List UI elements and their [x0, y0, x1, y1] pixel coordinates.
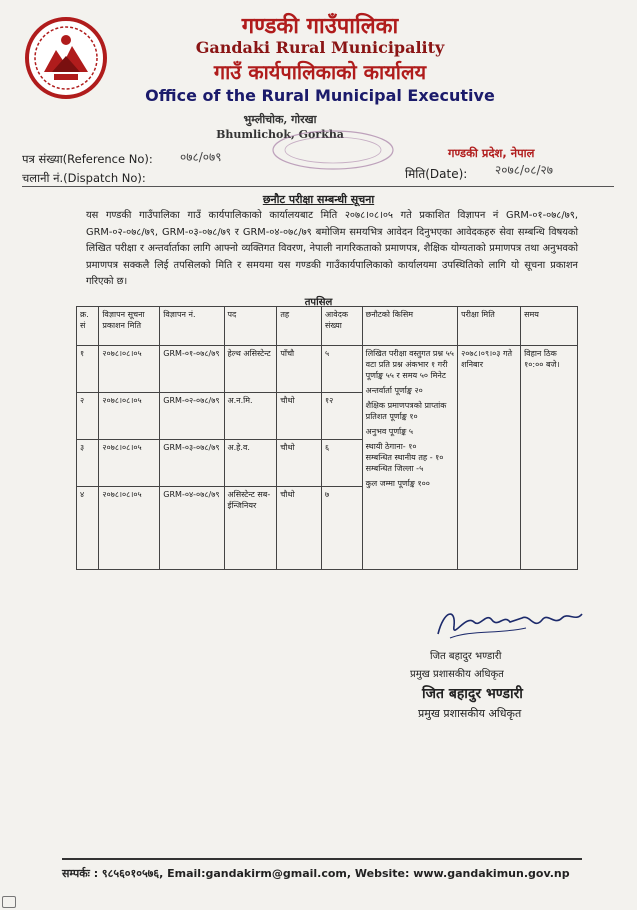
municipality-emblem-logo [24, 16, 108, 100]
cell-ad-date: २०७८।०८।०५ [99, 440, 160, 487]
cell-ad-date: २०७८।०८।०५ [99, 487, 160, 570]
cell-ad-no: GRM-०४-०७८/७९ [160, 487, 224, 570]
office-stamp [268, 128, 398, 172]
place-nepali: भुम्लीचोक, गोरखा [243, 113, 317, 126]
scanner-watermark-icon [2, 896, 16, 908]
header-selection-type: छनौटको किसिम [362, 307, 457, 346]
office-name-english: Office of the Rural Municipal Executive [145, 86, 495, 105]
header-sn: क्र. सं [77, 307, 99, 346]
details-heading: तपसिल [304, 297, 333, 308]
cell-sn: ४ [77, 487, 99, 570]
cell-ad-no: GRM-०३-०७८/७९ [160, 440, 224, 487]
notice-subject: छनौट परीक्षा सम्बन्धी सूचना [262, 193, 375, 206]
municipality-name-nepali: गण्डकी गाउँपालिका [241, 14, 399, 39]
municipality-name-english: Gandaki Rural Municipality [195, 38, 445, 57]
notice-body: यस गण्डकी गाउँपालिका गाउँ कार्यपालिकाको कार्यालयबाट मिति २०७८।०८।०५ गते प्रकाशित विज्ञापन नं GRM-०१-०७८/७९, GRM-०२-०७८/७९, GRM-०३-०७८/७९ र GRM-०४-०७८/७९ बमोजिम समयभित्र आवेदन दिनुभएका आवेदकहरु सेवा सम्बन्धि विषयको लिखित परीक्षा र अन्तर्वार्ताका लागि आफ्नो व्यक्तिगत विवरण, नेपाली नागरिकताको प्रमाणपत्र, शैक्षिक योग्यताको प्रमाणपत्र तथा अनुभवको प्रमाणपत्र सक्कलै लिई तपसिलको मिति र समयमा यस गण्डकी गाउँकार्यपालिकाको कार्यालयमा उपस्थितिको लागि यो सूचना प्रकाशन गरिएको छ। [86, 210, 578, 287]
cell-ad-no: GRM-०१-०७८/७९ [160, 346, 224, 393]
cell-applicants: ७ [322, 487, 363, 570]
criteria-written: लिखित परीक्षा वस्तुगत प्रश्न ५५ वटा प्रति प्रश्न अंकभार १ गरी पूर्णाङ्क ५५ र समय ५० मिनेट [365, 349, 454, 380]
cell-level: चौथो [277, 393, 322, 440]
criteria-education: शैक्षिक प्रमाणपत्रको प्राप्तांक प्रतिशत पूर्णाङ्क १० [365, 401, 447, 421]
handwritten-signature [430, 600, 590, 644]
header-exam-date: परीक्षा मिति [458, 307, 521, 346]
criteria-residence: स्थायी ठेगाना- १० [365, 442, 417, 451]
header-divider [22, 186, 614, 187]
header-ad-date: विज्ञापन सूचना प्रकाशन मिति [99, 307, 160, 346]
signatory-title-small: प्रमुख प्रशासकीय अधिकृत [410, 669, 504, 680]
cell-post: अ.न.मि. [224, 393, 277, 440]
cell-ad-no: GRM-०२-०७८/७९ [160, 393, 224, 440]
header-level: तह [277, 307, 322, 346]
cell-sn: २ [77, 393, 99, 440]
date-label: मिति(Date): [405, 167, 468, 181]
cell-selection-criteria [362, 346, 457, 570]
cell-sn: १ [77, 346, 99, 393]
cell-ad-date: २०७८।०८।०५ [99, 393, 160, 440]
cell-level: चौथो [277, 440, 322, 487]
cell-applicants: ५ [322, 346, 363, 393]
exam-schedule-table [76, 306, 578, 570]
header-applicants: आवेदक संख्या [322, 307, 363, 346]
cell-sn: ३ [77, 440, 99, 487]
signatory-name-large: जित बहादुर भण्डारी [422, 686, 523, 702]
cell-post: हेल्थ असिस्टेन्ट [224, 346, 277, 393]
header-ad-no: विज्ञापन नं. [160, 307, 224, 346]
cell-applicants: ६ [322, 440, 363, 487]
cell-level: चौथो [277, 487, 322, 570]
criteria-local-level: सम्बन्धित स्थानीय तह - १० [365, 453, 444, 462]
province-text: गण्डकी प्रदेश, नेपाल [448, 146, 535, 160]
cell-time: विहान ठिक १०:०० बजे। [521, 346, 578, 570]
signatory-name-small: जित बहादुर भण्डारी [430, 651, 502, 662]
footer-divider [62, 858, 582, 860]
footer-contact: सम्पर्कः : ९८५६०१०५७६, Email:gandakirm@gmail.com, Website: www.gandakimun.gov.np [62, 867, 570, 880]
reference-no-value: ०७८/०७९ [180, 150, 222, 164]
place-english: Bhumlichok, Gorkha [216, 128, 344, 141]
cell-post: असिस्टेन्ट सब-ईन्जिनियर [224, 487, 277, 570]
table-row [77, 346, 578, 393]
cell-level: पाँचौ [277, 346, 322, 393]
criteria-district: सम्बन्धित जिल्ला -५ [365, 464, 424, 473]
criteria-experience: अनुभव पूर्णाङ्क ५ [365, 427, 413, 436]
header-post: पद [224, 307, 277, 346]
criteria-interview: अन्तर्वार्ता पूर्णाङ्क २० [365, 386, 423, 395]
date-value: २०७८/०८/२७ [495, 163, 554, 177]
signatory-title-large: प्रमुख प्रशासकीय अधिकृत [418, 707, 522, 720]
cell-post: अ.हे.व. [224, 440, 277, 487]
cell-ad-date: २०७८।०८।०५ [99, 346, 160, 393]
office-name-nepali: गाउँ कार्यपालिकाको कार्यालय [213, 60, 427, 84]
cell-applicants: १२ [322, 393, 363, 440]
table-header-row [77, 307, 578, 346]
header-time: समय [521, 307, 578, 346]
cell-exam-date: २०७८।०९।०३ गते शनिबार [458, 346, 521, 570]
reference-no-label: पत्र संख्या(Reference No): [22, 152, 153, 166]
dispatch-no-label: चलानी नं.(Dispatch No): [22, 171, 146, 185]
criteria-total: कुल जम्मा पूर्णाङ्क १०० [365, 479, 430, 488]
